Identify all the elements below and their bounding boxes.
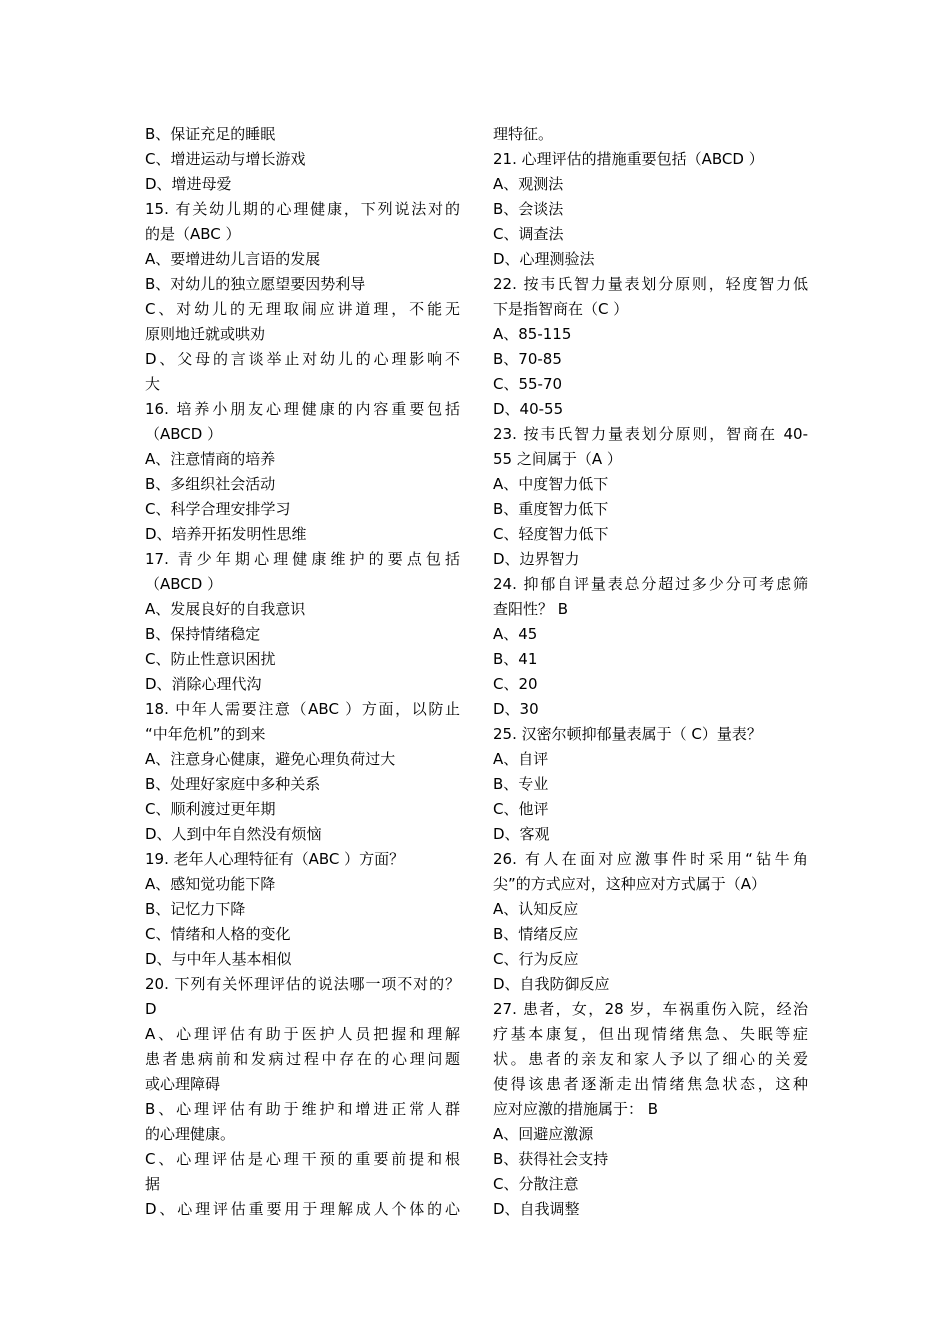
text-line: D、增进母爱 [145,175,232,193]
text-line: C、科学合理安排学习 [145,500,291,518]
text-line: 19. 老年人心理特征有（ABC ）方面？ [145,850,405,868]
text-line: A、感知觉功能下降 [145,875,276,893]
text-line: B、处理好家庭中多种关系 [145,775,321,793]
text-line: B、对幼儿的独立愿望要因势利导 [145,275,366,293]
text-line: 25. 汉密尔顿抑郁量表属于（ C）量表？ [493,725,762,743]
text-line: C、他评 [493,800,549,818]
text-line: 使得该患者逐渐走出情绪焦急状态，这种 [493,1075,808,1093]
text-line: D、心理评估重要用于理解成人个体的心 [145,1200,460,1218]
text-line: （ABCD ） [145,575,223,593]
text-line: C、顺利渡过更年期 [145,800,276,818]
text-line: B、多组织社会活动 [145,475,276,493]
text-line: A、观测法 [493,175,564,193]
text-line: D、与中年人基本相似 [145,950,292,968]
text-line: D、父母的言谈举止对幼儿的心理影响不 [145,350,460,368]
text-line: A、要增进幼儿言语的发展 [145,250,321,268]
text-line: 或心理障碍 [145,1075,221,1093]
text-line: D、消除心理代沟 [145,675,262,693]
text-line: B、保持情绪稳定 [145,625,261,643]
text-line: 原则地迁就或哄劝 [145,325,266,343]
text-line: B、心理评估有助于维护和增进正常人群 [145,1100,460,1118]
text-line: B、会谈法 [493,200,564,218]
text-line: C、20 [493,675,538,693]
text-line: 24. 抑郁自评量表总分超过多少分可考虑筛 [493,575,808,593]
text-line: 据 [145,1175,161,1193]
text-line: 疗基本康复，但出现情绪焦急、失眠等症 [493,1025,808,1043]
text-line: D [145,1000,157,1018]
text-line: C、55-70 [493,375,563,393]
text-line: 27. 患者，女，28 岁，车祸重伤入院，经治 [493,1000,808,1018]
text-line: D、培养开拓发明性思维 [145,525,307,543]
text-line: 18. 中年人需要注意（ABC ）方面，以防止 [145,700,460,718]
left-text-column [145,122,460,1222]
text-line: 55 之间属于（A ） [493,450,622,468]
text-line: A、注意情商的培养 [145,450,276,468]
text-line: D、30 [493,700,539,718]
text-line: C、行为反应 [493,950,579,968]
text-line: A、自评 [493,750,549,768]
text-line: 16. 培养小朋友心理健康的内容重要包括 [145,400,460,418]
text-line: B、情绪反应 [493,925,579,943]
text-line: C、心理评估是心理干预的重要前提和根 [145,1150,460,1168]
text-line: 26. 有人在面对应激事件时采用“钻牛角 [493,850,808,868]
text-line: D、客观 [493,825,550,843]
text-line: D、心理测验法 [493,250,595,268]
text-line: A、85-115 [493,325,572,343]
text-line: （ABCD ） [145,425,223,443]
text-line: 15. 有关幼儿期的心理健康，下列说法对的 [145,200,460,218]
text-line: 的心理健康。 [145,1125,236,1143]
text-line: D、人到中年自然没有烦恼 [145,825,322,843]
text-line: C、分散注意 [493,1175,579,1193]
text-line: 状。患者的亲友和家人予以了细心的关爱 [493,1050,808,1068]
text-line: C、轻度智力低下 [493,525,609,543]
text-line: A、45 [493,625,538,643]
text-line: A、心理评估有助于医护人员把握和理解 [145,1025,460,1043]
text-line: 22. 按韦氏智力量表划分原则，轻度智力低 [493,275,808,293]
text-line: C、对幼儿的无理取闹应讲道理，不能无 [145,300,460,318]
text-line: 应对应激的措施属于： B [493,1100,659,1118]
text-line: C、增进运动与增长游戏 [145,150,306,168]
text-line: C、调查法 [493,225,564,243]
text-line: D、边界智力 [493,550,580,568]
text-line: C、防止性意识困扰 [145,650,276,668]
text-line: A、认知反应 [493,900,579,918]
text-line: 患者患病前和发病过程中存在的心理问题 [145,1050,460,1068]
text-line: A、中度智力低下 [493,475,609,493]
text-line: A、发展良好的自我意识 [145,600,306,618]
text-line: 下是指智商在（C ） [493,300,629,318]
text-line: D、自我调整 [493,1200,580,1218]
text-line: 查阳性？ B [493,600,569,618]
text-line: 大 [145,375,161,393]
text-line: B、记忆力下降 [145,900,246,918]
text-line: C、情绪和人格的变化 [145,925,291,943]
text-line: B、70-85 [493,350,562,368]
text-line: 的是（ABC ） [145,225,241,243]
text-line: 理特征。 [493,125,554,143]
text-line: B、41 [493,650,538,668]
text-line: B、重度智力低下 [493,500,609,518]
text-line: 尖”的方式应对，这种应对方式属于（A） [493,875,767,893]
text-line: 23. 按韦氏智力量表划分原则，智商在 40- [493,425,808,443]
text-line: 21. 心理评估的措施重要包括（ABCD ） [493,150,764,168]
text-line: B、保证充足的睡眠 [145,125,276,143]
text-line: “中年危机”的到来 [145,725,266,743]
text-line: A、注意身心健康，避免心理负荷过大 [145,750,396,768]
text-line: 17. 青少年期心理健康维护的要点包括 [145,550,460,568]
right-text-column [493,122,808,1222]
text-line: A、回避应激源 [493,1125,594,1143]
text-line: D、40-55 [493,400,564,418]
text-line: D、自我防御反应 [493,975,610,993]
text-line: B、获得社会支持 [493,1150,609,1168]
text-line: B、专业 [493,775,549,793]
text-line: 20. 下列有关怀理评估的说法哪一项不对的？ [145,975,460,993]
